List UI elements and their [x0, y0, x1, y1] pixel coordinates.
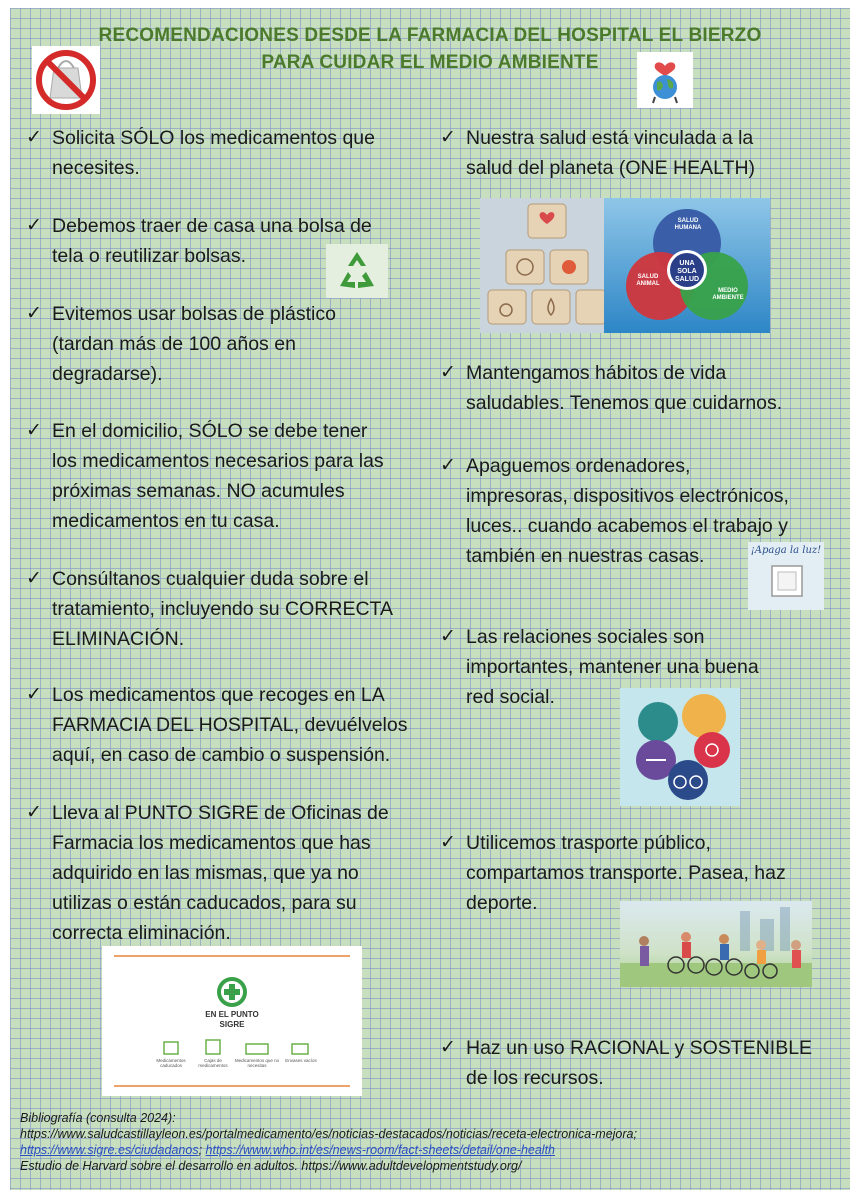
- sigre-link[interactable]: https://www.sigre.es/ciudadanos: [20, 1143, 199, 1157]
- people-cycling-image: [620, 901, 812, 987]
- check-icon: ✓: [26, 802, 42, 823]
- text-line: Farmacia los medicamentos que has: [52, 832, 371, 854]
- label-salud-animal: SALUD ANIMAL: [636, 274, 660, 287]
- sigre-heading: [102, 1010, 362, 1030]
- text-line: medicamentos en tu casa.: [52, 510, 280, 532]
- text-line: ELIMINACIÓN.: [52, 628, 185, 650]
- text-line: Las relaciones sociales son: [466, 626, 705, 648]
- text-line: de los recursos.: [466, 1067, 604, 1089]
- left-item-6: [26, 680, 446, 770]
- left-item-4: [26, 416, 446, 536]
- text-line: Lleva al PUNTO SIGRE de Oficinas de: [52, 802, 389, 824]
- left-item-5: [26, 564, 446, 654]
- poster: [10, 8, 850, 1190]
- left-item-1: [26, 123, 436, 183]
- title-line-1: RECOMENDACIONES DESDE LA FARMACIA DEL HOSPITAL EL BIERZO: [98, 25, 762, 46]
- text-line: Evitemos usar bolsas de plástico: [52, 303, 336, 325]
- bibliography-links: [20, 1142, 840, 1158]
- bibliography-line: https://www.saludcastillayleon.es/portalmedicamento/es/noticias-destacados/noticias/receta-electronica-mejora;: [20, 1127, 637, 1141]
- text-line: utilizas o están caducados, para su: [52, 892, 357, 914]
- sigre-label: Medicamentos que no necesitas: [234, 1058, 280, 1068]
- text-line: Nuestra salud está vinculada a la: [466, 127, 754, 149]
- text-line: Debemos traer de casa una bolsa de: [52, 215, 372, 237]
- right-item-6: [440, 1033, 840, 1093]
- right-item-1: [440, 123, 840, 183]
- text-line: En el domicilio, SÓLO se debe tener: [52, 420, 368, 442]
- label-medio-ambiente: MEDIO AMBIENTE: [712, 288, 744, 301]
- bibliography-heading: Bibliografía (consulta 2024):: [20, 1111, 176, 1125]
- text-line: red social.: [466, 686, 555, 708]
- sigre-label: Cajas de medicamentos: [198, 1058, 228, 1068]
- text-line: Mantengamos hábitos de vida: [466, 362, 727, 384]
- check-icon: ✓: [26, 568, 42, 589]
- text-line: luces.. cuando acabemos el trabajo y: [466, 515, 788, 537]
- recycle-icon: [326, 244, 388, 298]
- title-line-2: PARA CUIDAR EL MEDIO AMBIENTE: [261, 52, 599, 73]
- bibliography-line: Estudio de Harvard sobre el desarrollo en adultos. https://www.adultdevelopmentstudy.org/: [20, 1159, 522, 1173]
- separator: ;: [198, 1143, 206, 1157]
- check-icon: ✓: [440, 362, 456, 383]
- check-icon: ✓: [26, 684, 42, 705]
- check-icon: ✓: [26, 215, 42, 236]
- text-line: Apaguemos ordenadores,: [466, 455, 691, 477]
- text-line: correcta eliminación.: [52, 922, 231, 944]
- sigre-label: Medicamentos caducados: [156, 1058, 186, 1068]
- check-icon: ✓: [440, 127, 456, 148]
- text-line: Los medicamentos que recoges en LA: [52, 684, 385, 706]
- text-line: necesites.: [52, 157, 140, 179]
- check-icon: ✓: [26, 303, 42, 324]
- text-line: Utilicemos trasporte público,: [466, 832, 711, 854]
- left-item-3: [26, 299, 436, 389]
- text-line: saludables. Tenemos que cuidarnos.: [466, 392, 783, 414]
- bibliography: [10, 1106, 850, 1190]
- text-line: deporte.: [466, 892, 538, 914]
- check-icon: ✓: [440, 832, 456, 853]
- text-line: impresoras, dispositivos electrónicos,: [466, 485, 789, 507]
- text-line: Solicita SÓLO los medicamentos que: [52, 127, 375, 149]
- label-una-sola-salud: UNA SOLA SALUD: [674, 260, 700, 283]
- text-line: compartamos transporte. Pasea, haz: [466, 862, 786, 884]
- sigre-heading-line: EN EL PUNTO: [205, 1010, 259, 1019]
- text-line: Haz un uso RACIONAL y SOSTENIBLE: [466, 1037, 813, 1059]
- sigre-image: [102, 946, 362, 1096]
- text-line: Consúltanos cualquier duda sobre el: [52, 568, 369, 590]
- text-line: aquí, en caso de cambio o suspensión.: [52, 744, 391, 766]
- apaga-la-luz-label: ¡Apaga la luz!: [750, 545, 822, 556]
- check-icon: ✓: [440, 626, 456, 647]
- text-line: adquirido en las mismas, que ya no: [52, 862, 359, 884]
- check-icon: ✓: [440, 455, 456, 476]
- apaga-la-luz-image: [748, 542, 824, 610]
- text-line: próximas semanas. NO acumules: [52, 480, 345, 502]
- left-item-7: [26, 798, 446, 948]
- text-line: los medicamentos necesarios para las: [52, 450, 384, 472]
- check-icon: ✓: [26, 127, 42, 148]
- text-line: tela o reutilizar bolsas.: [52, 245, 247, 267]
- label-salud-humana: SALUD HUMANA: [674, 218, 702, 231]
- text-line: FARMACIA DEL HOSPITAL, devuélvelos: [52, 714, 408, 736]
- sigre-label: Envases vacíos: [285, 1058, 317, 1063]
- check-icon: ✓: [26, 420, 42, 441]
- check-icon: ✓: [440, 1037, 456, 1058]
- text-line: salud del planeta (ONE HEALTH): [466, 157, 756, 179]
- social-network-image: [620, 688, 740, 806]
- health-blocks-image: [480, 198, 606, 333]
- right-item-2: [440, 358, 840, 418]
- text-line: (tardan más de 100 años en: [52, 333, 296, 355]
- text-line: también en nuestras casas.: [466, 545, 705, 567]
- earth-heart-icon: [637, 52, 693, 108]
- sigre-heading-line: SIGRE: [219, 1020, 245, 1029]
- text-line: degradarse).: [52, 363, 163, 385]
- one-health-diagram: [604, 198, 770, 333]
- text-line: importantes, mantener una buena: [466, 656, 759, 678]
- who-link[interactable]: https://www.who.int/es/news-room/fact-sheets/detail/one-health: [205, 1143, 556, 1157]
- text-line: tratamiento, incluyendo su CORRECTA: [52, 598, 394, 620]
